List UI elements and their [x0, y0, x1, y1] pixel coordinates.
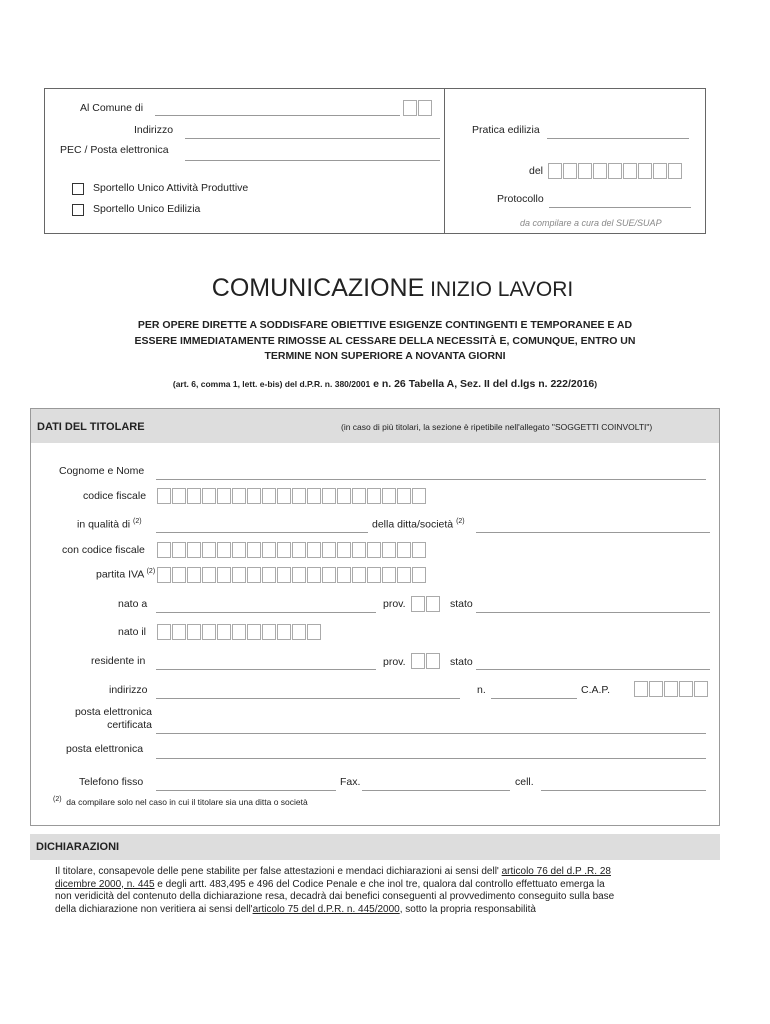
residente-prov-boxes[interactable]	[411, 653, 441, 669]
pec-field[interactable]	[185, 160, 440, 161]
qualita-field[interactable]	[156, 532, 368, 533]
suap-checkbox[interactable]	[72, 183, 84, 195]
piva-label-text: partita IVA	[96, 568, 144, 581]
ditta-label	[372, 518, 465, 531]
fax-field[interactable]	[362, 790, 510, 791]
cognome-field[interactable]	[156, 479, 706, 480]
qualita-label	[77, 518, 142, 531]
email-field[interactable]	[156, 758, 706, 759]
piva-boxes[interactable]	[157, 567, 427, 583]
page-subtitle	[0, 318, 770, 365]
legal-reference-close: )	[594, 379, 598, 389]
page-title-small: INIZIO LAVORI	[424, 278, 574, 301]
comune-field[interactable]	[155, 115, 400, 116]
pec-titolare-label-2: certificata	[107, 719, 152, 731]
nato-stato-label: stato	[450, 598, 473, 610]
nato-stato-field[interactable]	[476, 612, 710, 613]
footnote-sup: (2)	[53, 796, 62, 803]
qualita-sup: (2)	[133, 518, 142, 525]
comune-label: Al Comune di	[80, 102, 144, 114]
page-title	[0, 274, 770, 303]
subtitle-line-3: TERMINE NON SUPERIORE A NOVANTA GIORNI	[264, 350, 506, 362]
legal-reference-part2: e n. 26 Tabella A, Sez. II del d.lgs n. 222/2016	[370, 378, 595, 390]
ditta-cf-boxes[interactable]	[157, 542, 427, 558]
dich-line-4-end: , sotto la propria responsabilità	[399, 903, 536, 915]
pec-titolare-label	[66, 706, 152, 732]
cap-label: C.A.P.	[581, 684, 610, 696]
art76-link-cont[interactable]: dicembre 2000, n. 445	[55, 878, 155, 890]
art76-link[interactable]: articolo 76 del d.P .R. 28	[501, 866, 611, 877]
del-label: del	[529, 165, 544, 177]
titolare-note: (in caso di più titolari, la sezione è ripetibile nell'allegato "SOGGETTI COINVOLTI")	[341, 422, 653, 432]
piva-label	[96, 568, 155, 581]
email-label: posta elettronica	[66, 743, 144, 755]
dich-line-4-text: della dichiarazione non veritiera ai sensi dell'	[55, 903, 253, 915]
dich-line-1	[55, 866, 715, 879]
dich-line-2-text: e degli artt. 483,495 e 496 del Codice Penale e che inol tre, qualora dal controllo effettuato emerga la	[154, 878, 605, 890]
residente-stato-field[interactable]	[476, 669, 710, 670]
nato-prov-label: prov.	[383, 598, 406, 610]
footnote-text: da compilare solo nel caso in cui il titolare sia una ditta o società	[66, 796, 308, 807]
dich-line-3: non veridicità del contenuto della dichiarazione resa, decadrà dai benefici conseguenti al provvedimento conseguito sulla base	[55, 891, 615, 902]
numero-label: n.	[477, 684, 486, 696]
pec-titolare-field[interactable]	[156, 733, 706, 734]
cell-label: cell.	[515, 776, 534, 788]
subtitle-line-2: ESSERE IMMEDIATAMENTE RIMOSSE AL CESSARE DELLA NECESSITÀ E, COMUNQUE, ENTRO UN	[134, 334, 636, 347]
sue-label: Sportello Unico Edilizia	[93, 203, 201, 215]
ditta-field[interactable]	[476, 532, 710, 533]
legal-reference	[0, 374, 770, 392]
nato-a-label: nato a	[118, 598, 148, 610]
ditta-cf-label: con codice fiscale	[62, 544, 145, 556]
page-title-big: COMUNICAZIONE	[211, 274, 425, 302]
nato-il-boxes[interactable]	[157, 624, 322, 640]
residente-prov-label: prov.	[383, 656, 406, 668]
residente-field[interactable]	[156, 669, 376, 670]
titolare-header-bar	[31, 409, 719, 443]
telefono-label: Telefono fisso	[79, 776, 144, 788]
telefono-field[interactable]	[156, 790, 336, 791]
nato-a-field[interactable]	[156, 612, 376, 613]
fax-label: Fax.	[340, 776, 361, 788]
indirizzo-titolare-field[interactable]	[156, 698, 460, 699]
pec-label: PEC / Posta elettronica	[60, 144, 169, 156]
titolare-title: DATI DEL TITOLARE	[37, 421, 145, 433]
dich-line-4	[55, 904, 715, 917]
dichiarazioni-header-bar	[30, 834, 720, 860]
nato-prov-boxes[interactable]	[411, 596, 441, 612]
cf-boxes[interactable]	[157, 488, 427, 504]
cognome-label: Cognome e Nome	[59, 465, 145, 477]
legal-reference-part1: (art. 6, comma 1, lett. e-bis) del d.P.R. n. 380/2001	[172, 379, 371, 389]
header-divider	[444, 88, 445, 234]
suap-label: Sportello Unico Attività Produttive	[93, 182, 249, 194]
pec-titolare-label-1: posta elettronica	[74, 706, 152, 718]
protocollo-label: Protocollo	[497, 193, 544, 205]
nato-il-label: nato il	[118, 626, 147, 638]
numero-field[interactable]	[491, 698, 577, 699]
qualita-label-text: in qualità di	[77, 518, 131, 531]
indirizzo-titolare-label: indirizzo	[109, 684, 148, 696]
indirizzo-label: Indirizzo	[134, 124, 174, 136]
ditta-label-text: della ditta/società	[372, 518, 454, 531]
sue-checkbox[interactable]	[72, 204, 84, 216]
indirizzo-field[interactable]	[185, 138, 440, 139]
del-date-boxes[interactable]	[548, 163, 683, 179]
piva-sup: (2)	[146, 568, 156, 575]
comune-code-boxes[interactable]	[403, 100, 433, 116]
protocollo-field[interactable]	[549, 207, 691, 208]
compilare-note: da compilare a cura del SUE/SUAP	[520, 218, 662, 228]
ditta-sup: (2)	[456, 518, 465, 525]
pratica-label: Pratica edilizia	[472, 124, 540, 136]
cap-boxes[interactable]	[634, 681, 709, 697]
art75-link[interactable]: articolo 75 del d.P.R. n. 445/2000	[252, 903, 400, 915]
dichiarazioni-title: DICHIARAZIONI	[36, 841, 120, 853]
pratica-field[interactable]	[547, 138, 689, 139]
dich-line-2	[55, 879, 715, 892]
dich-line-1-text: Il titolare, consapevole delle pene stabilite per false attestazioni e mendaci dichiarazioni ai sensi dell'	[55, 866, 502, 877]
cf-label: codice fiscale	[83, 490, 147, 502]
dichiarazioni-paragraph	[55, 866, 715, 916]
subtitle-line-1: PER OPERE DIRETTE A SODDISFARE OBIETTIVE ESIGENZE CONTINGENTI E TEMPORANEE E AD	[137, 319, 633, 331]
residente-stato-label: stato	[450, 656, 473, 668]
footnote	[53, 796, 308, 807]
cell-field[interactable]	[541, 790, 706, 791]
residente-label: residente in	[91, 655, 146, 667]
